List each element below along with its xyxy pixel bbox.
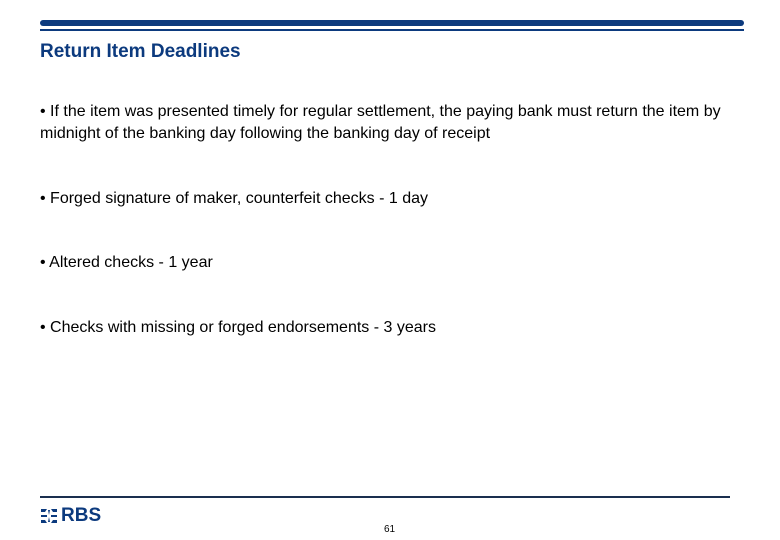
rbs-logo xyxy=(40,505,101,527)
bullet-item: • Forged signature of maker, counterfeit checks - 1 day xyxy=(40,190,429,207)
page-number: 61 xyxy=(384,524,396,535)
daisy-wheel-icon xyxy=(40,508,58,524)
bullet-item: • Checks with missing or forged endorsements - 3 years xyxy=(40,319,436,336)
footer-rule xyxy=(40,496,730,498)
header-bar xyxy=(40,20,744,26)
logo-text: RBS xyxy=(61,505,102,526)
slide-title: Return Item Deadlines xyxy=(40,41,241,62)
bullet-item: • Altered checks - 1 year xyxy=(40,254,213,271)
bullet-item: • If the item was presented timely for regular settlement, the paying bank must return the item by midnight of the banking day following the banking day of receipt xyxy=(40,103,721,142)
header-rule xyxy=(40,29,744,31)
